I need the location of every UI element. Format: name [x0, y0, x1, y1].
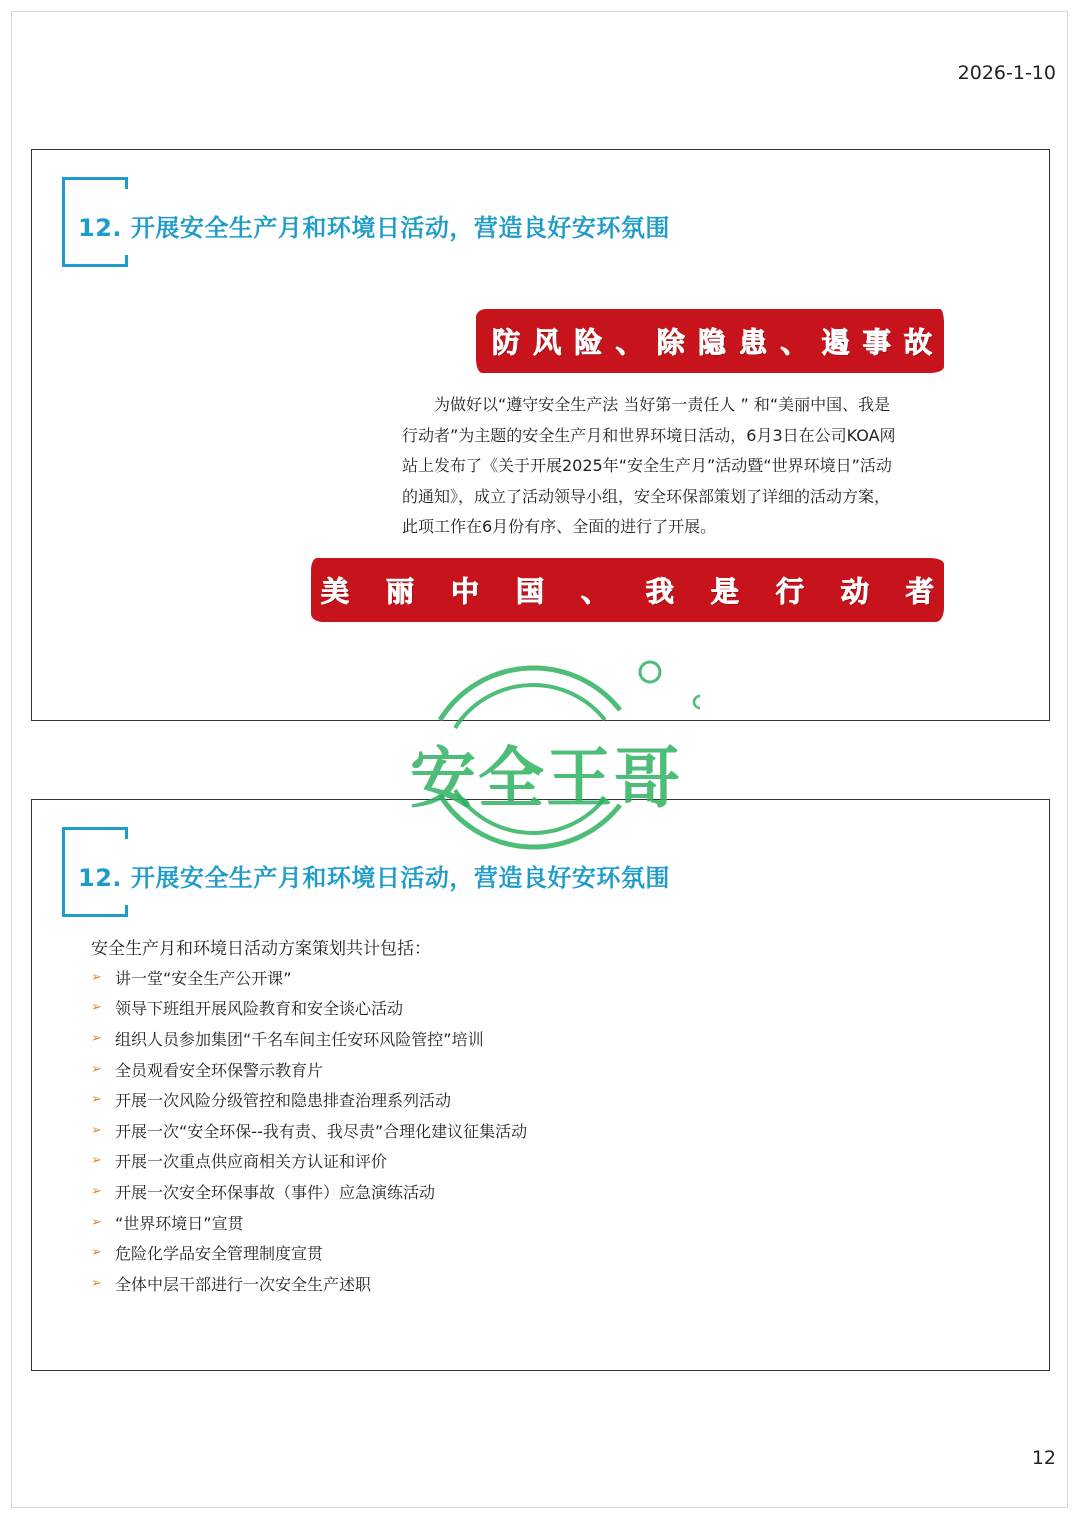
slide-1-title: 12. 开展安全生产月和环境日活动，营造良好安环氛围 — [78, 214, 670, 242]
list-item — [91, 962, 527, 993]
arrow-bullet-icon: ➢ — [91, 1153, 102, 1169]
list-item — [91, 1268, 527, 1299]
banner-char: 、 — [580, 575, 609, 608]
banner-char: 险 — [574, 326, 603, 359]
list-item-text: 开展一次安全环保事故（事件）应急演练活动 — [115, 1182, 436, 1202]
slide-2 — [31, 799, 1050, 1371]
arrow-bullet-icon: ➢ — [91, 1122, 102, 1138]
page-date: 2026-1-10 — [957, 62, 1056, 84]
banner-char: 是 — [710, 575, 739, 608]
arrow-bullet-icon: ➢ — [91, 1030, 102, 1046]
banner-char: 风 — [533, 326, 562, 359]
banner-char: 防 — [492, 326, 521, 359]
list-item — [91, 1054, 527, 1085]
slide-1 — [31, 149, 1050, 721]
banner-char: 除 — [656, 326, 685, 359]
list-item — [91, 1237, 527, 1268]
list-item-text: 组织人员参加集团“千名车间主任安环风险管控”培训 — [115, 1029, 484, 1049]
arrow-bullet-icon: ➢ — [91, 1061, 102, 1077]
banner-char: 隐 — [697, 326, 726, 359]
arrow-bullet-icon: ➢ — [91, 1000, 102, 1016]
banner-char: 、 — [780, 326, 809, 359]
arrow-bullet-icon: ➢ — [91, 1183, 102, 1199]
banner-char: 我 — [645, 575, 674, 608]
banner-char: 美 — [321, 575, 350, 608]
list-item-text: “世界环境日”宣贯 — [115, 1213, 244, 1233]
activity-paragraph: 为做好以“遵守安全生产法 当好第一责任人 ” 和“美丽中国、我是行动者”为主题的安全生产月和世界环境日活动，6月3日在公司KOA网站上发布了《关于开展2025年“安全生产月”活动暨“世界环境日”活动的通知》，成立了活动领导小组，安全环保部策划了详细的活动方案，此项工作在6月份有序、全面的进行了开展。 — [402, 395, 896, 537]
arrow-bullet-icon: ➢ — [91, 1245, 102, 1261]
plan-intro: 安全生产月和环境日活动方案策划共计包括： — [91, 939, 431, 959]
list-item — [91, 1023, 527, 1054]
banner-char: 动 — [840, 575, 869, 608]
list-item — [91, 1115, 527, 1146]
banner-char: 者 — [905, 575, 934, 608]
list-item-text: 开展一次重点供应商相关方认证和评价 — [115, 1152, 388, 1172]
list-item — [91, 1084, 527, 1115]
banner-char: 丽 — [385, 575, 414, 608]
banner-char: 患 — [739, 326, 768, 359]
banner-char: 行 — [775, 575, 804, 608]
arrow-bullet-icon: ➢ — [91, 1275, 102, 1291]
banner-char: 遏 — [821, 326, 850, 359]
arrow-bullet-icon: ➢ — [91, 1214, 102, 1230]
watermark-text: 安全王哥 — [410, 740, 682, 817]
list-item — [91, 1176, 527, 1207]
arrow-bullet-icon: ➢ — [91, 969, 102, 985]
banner-bottom — [311, 558, 944, 622]
slide-2-title: 12. 开展安全生产月和环境日活动，营造良好安环氛围 — [78, 864, 670, 892]
list-item-text: 危险化学品安全管理制度宣贯 — [115, 1244, 324, 1264]
arrow-bullet-icon: ➢ — [91, 1092, 102, 1108]
list-item-text: 开展一次风险分级管控和隐患排查治理系列活动 — [115, 1091, 452, 1111]
page-number: 12 — [1031, 1447, 1056, 1469]
banner-char: 、 — [615, 326, 644, 359]
list-item — [91, 993, 527, 1024]
list-item-text: 全体中层干部进行一次安全生产述职 — [115, 1274, 372, 1294]
banner-char: 事 — [862, 326, 891, 359]
banner-char: 故 — [903, 326, 932, 359]
banner-char: 国 — [515, 575, 544, 608]
list-item-text: 领导下班组开展风险教育和安全谈心活动 — [115, 999, 404, 1019]
list-item — [91, 1146, 527, 1177]
list-item-text: 讲一堂“安全生产公开课” — [115, 968, 292, 988]
banner-char: 中 — [450, 575, 479, 608]
banner-top — [476, 309, 944, 373]
list-item-text: 开展一次“安全环保--我有责、我尽责”合理化建议征集活动 — [115, 1121, 528, 1141]
plan-list — [91, 962, 527, 1299]
list-item — [91, 1207, 527, 1238]
list-item-text: 全员观看安全环保警示教育片 — [115, 1060, 324, 1080]
